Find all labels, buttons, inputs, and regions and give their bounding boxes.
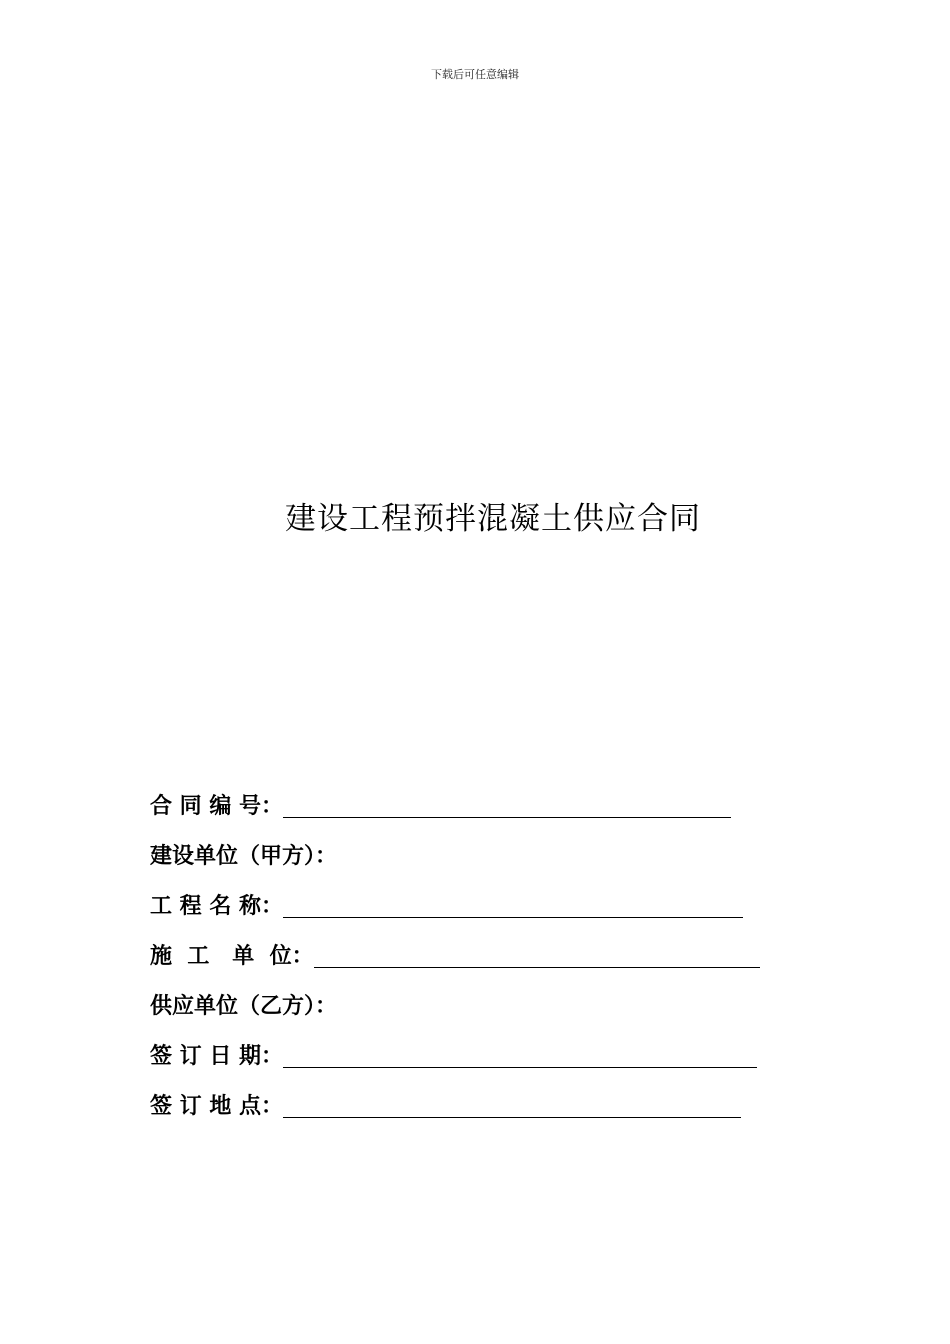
project-name-blank[interactable] (283, 889, 743, 918)
supplier-label: 供应单位（乙方）： (150, 994, 338, 1019)
field-row-construction-unit (150, 922, 760, 972)
builder-label: 建设单位（甲方）： (150, 844, 338, 869)
field-row-sign-place (150, 1072, 760, 1122)
sign-place-label: 签 订 地 点： (150, 1094, 283, 1119)
sign-date-blank[interactable] (283, 1039, 757, 1068)
field-row-sign-date (150, 1022, 760, 1072)
sign-date-label: 签 订 日 期： (150, 1044, 283, 1069)
contract-no-label: 合 同 编 号： (150, 794, 283, 819)
construction-unit-label: 施 工 单 位： (150, 944, 314, 969)
field-row-supplier (150, 972, 760, 1022)
project-name-label: 工 程 名 称： (150, 894, 283, 919)
construction-unit-blank[interactable] (314, 939, 760, 968)
field-row-contract-no (150, 772, 760, 822)
document-title: 建设工程预拌混凝土供应合同 (285, 500, 701, 537)
page-header: 下载后可任意编辑 (431, 68, 519, 81)
sign-place-blank[interactable] (283, 1089, 741, 1118)
field-row-builder (150, 822, 760, 872)
contract-no-blank[interactable] (283, 789, 731, 818)
contract-info-fields (150, 772, 760, 1122)
field-row-project-name (150, 872, 760, 922)
